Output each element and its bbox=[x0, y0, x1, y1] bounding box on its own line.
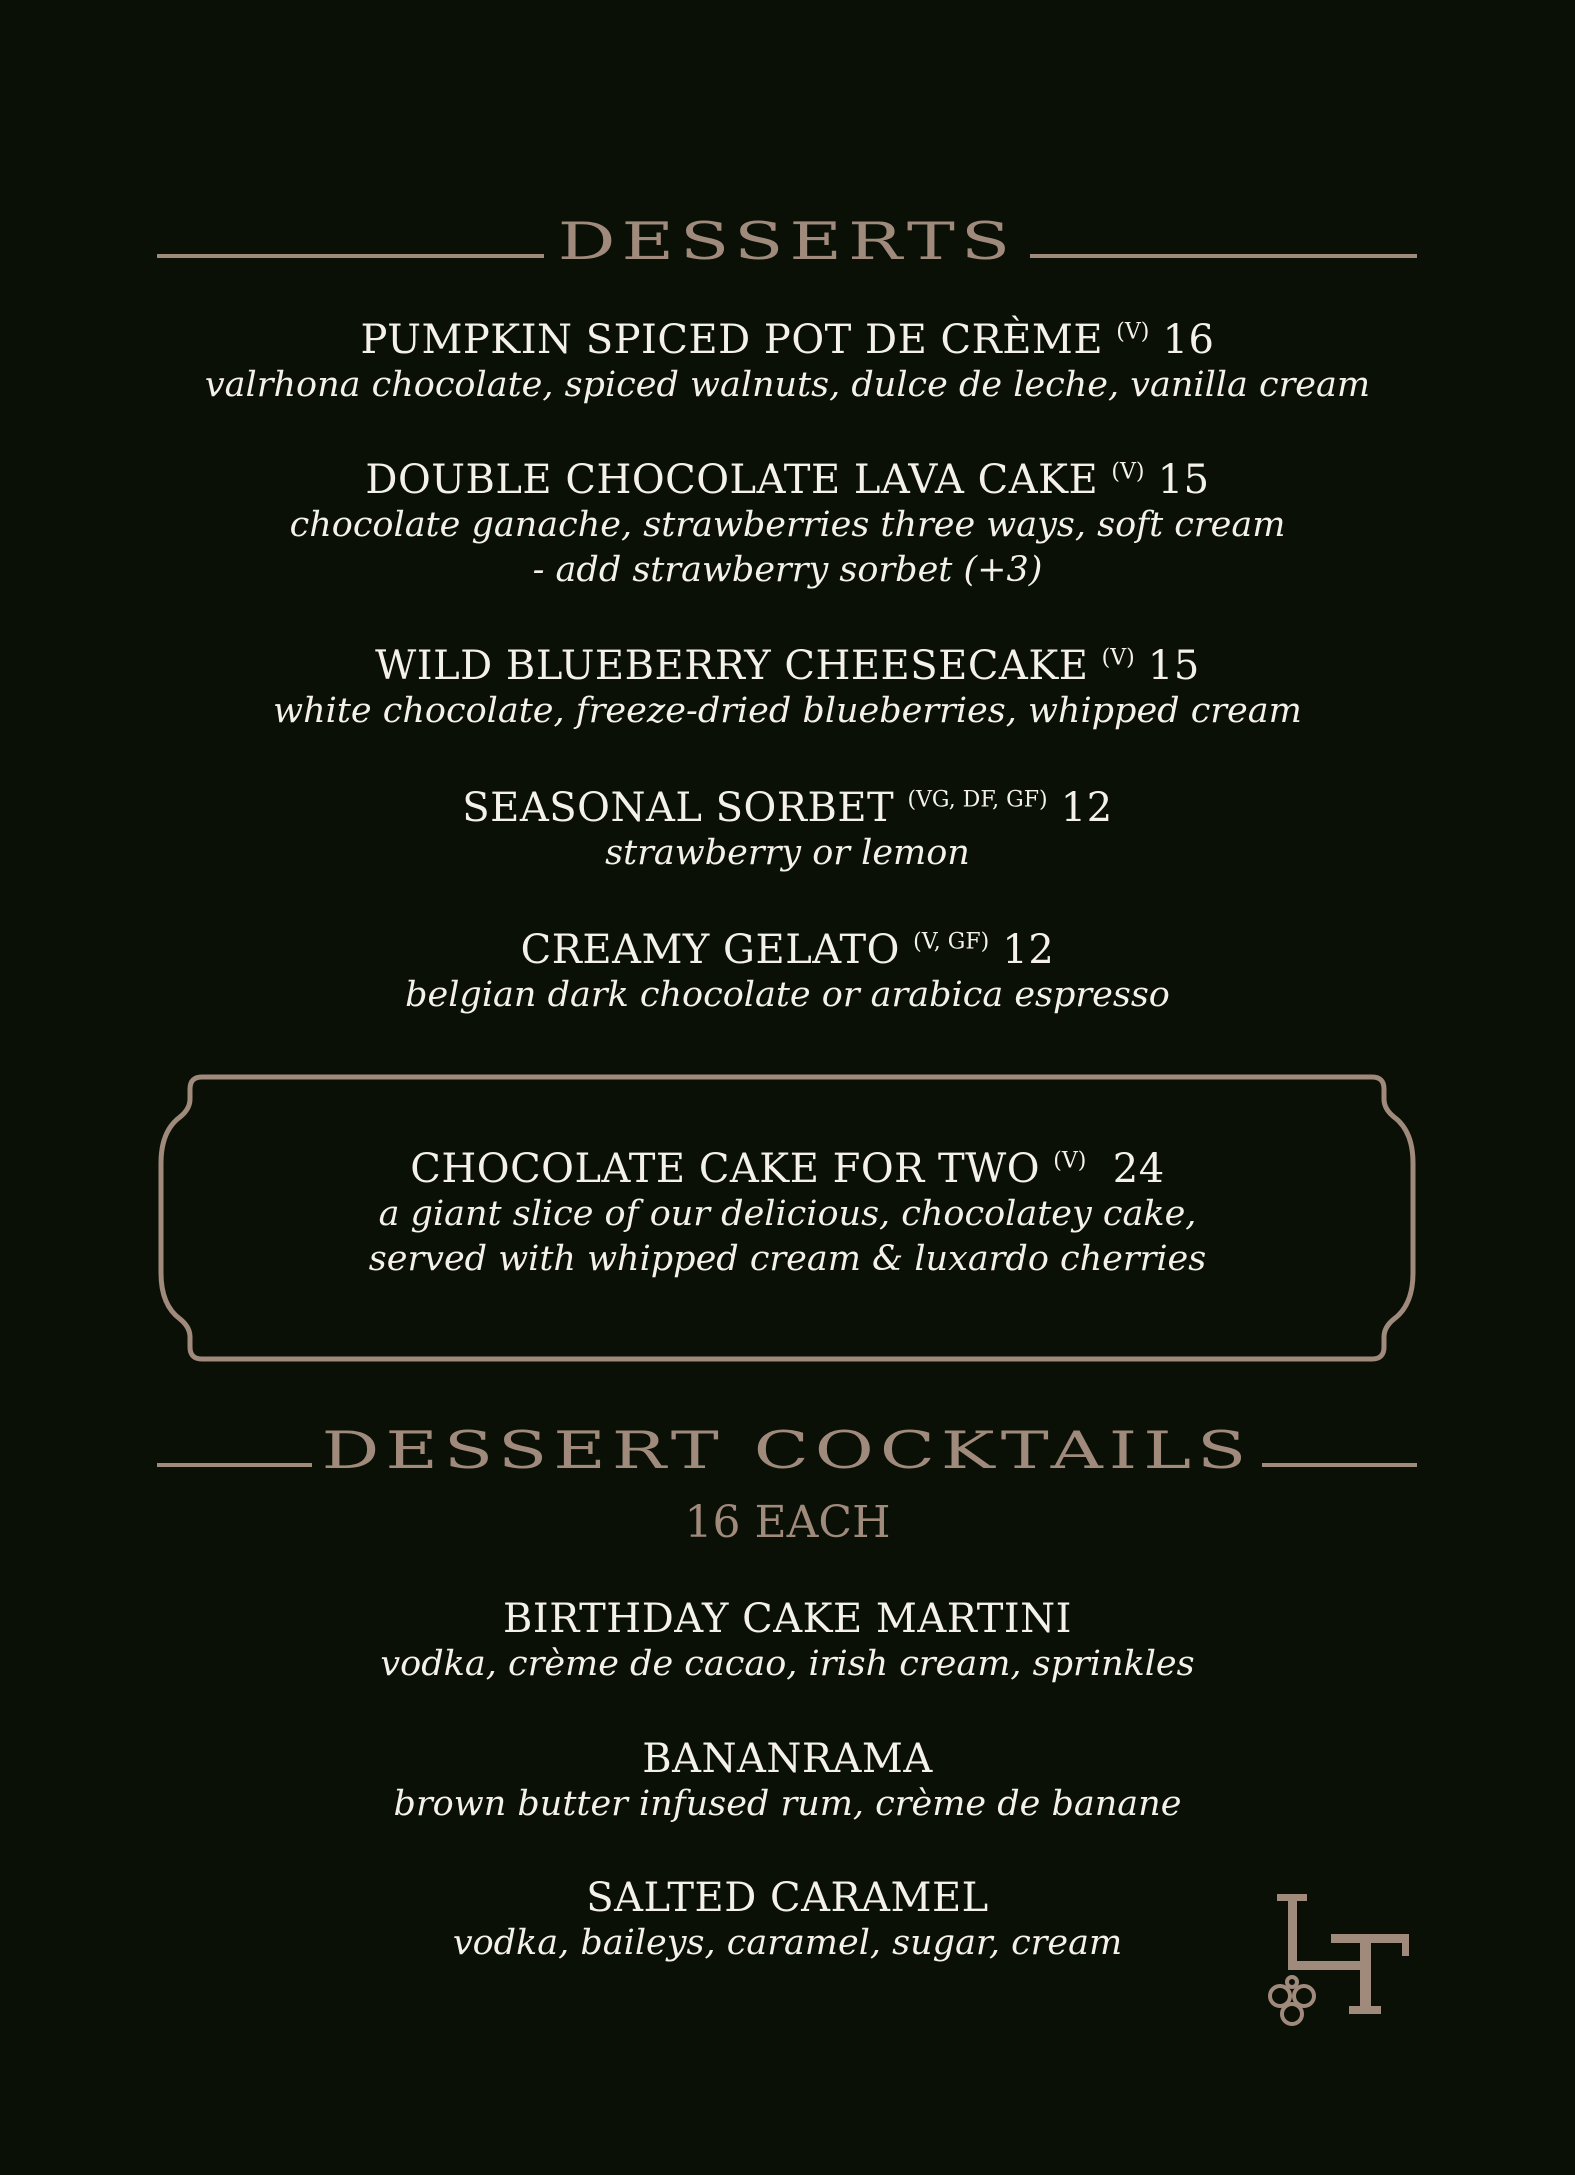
item-description: strawberry or lemon bbox=[605, 832, 970, 873]
item-price: 16 bbox=[1162, 317, 1215, 363]
item-name: PUMPKIN SPICED POT DE CRÈME bbox=[360, 317, 1104, 363]
item-price: 12 bbox=[1002, 927, 1055, 973]
dessert-list bbox=[0, 318, 1575, 1018]
menu-item bbox=[0, 458, 1575, 644]
item-name: SEASONAL SORBET bbox=[462, 785, 895, 831]
item-description: valrhona chocolate, spiced walnuts, dulce de leche, vanilla cream bbox=[204, 364, 1371, 405]
item-price: 24 bbox=[1112, 1146, 1165, 1192]
desserts-title: DESSERTS bbox=[544, 215, 1031, 267]
menu-item bbox=[0, 1737, 1575, 1876]
cocktail-price-note: 16 EACH bbox=[684, 1497, 891, 1548]
menu-item bbox=[0, 928, 1575, 1018]
item-price: 15 bbox=[1157, 457, 1210, 503]
dietary-tags: (V, GF) bbox=[913, 929, 990, 955]
item-description: chocolate ganache, strawberries three ways, soft cream bbox=[289, 504, 1286, 545]
item-description: a giant slice of our delicious, chocolatey cake, bbox=[378, 1193, 1197, 1234]
item-description: brown butter infused rum, crème de banane bbox=[393, 1783, 1182, 1824]
dietary-tags: (V) bbox=[1101, 645, 1135, 671]
item-price: 15 bbox=[1147, 643, 1200, 689]
item-name: BIRTHDAY CAKE MARTINI bbox=[503, 1596, 1072, 1642]
menu-item bbox=[0, 644, 1575, 786]
item-addon: - add strawberry sorbet (+3) bbox=[532, 549, 1043, 590]
cocktails-heading bbox=[157, 1404, 1417, 1481]
item-name: CHOCOLATE CAKE FOR TWO bbox=[410, 1146, 1041, 1192]
brand-logo bbox=[1255, 1890, 1415, 2030]
dietary-tags: (V) bbox=[1116, 319, 1150, 345]
dietary-tags: (VG, DF, GF) bbox=[907, 787, 1048, 813]
cocktails-title: DESSERT COCKTAILS bbox=[312, 1424, 1263, 1476]
item-name: CREAMY GELATO bbox=[520, 927, 900, 973]
menu-item bbox=[0, 1597, 1575, 1737]
item-name: WILD BLUEBERRY CHEESECAKE bbox=[375, 643, 1089, 689]
dietary-tags: (V) bbox=[1053, 1148, 1087, 1174]
item-description: served with whipped cream & luxardo cherries bbox=[368, 1238, 1207, 1279]
item-name: BANANRAMA bbox=[642, 1736, 933, 1782]
featured-item bbox=[0, 1147, 1575, 1281]
item-description: belgian dark chocolate or arabica espresso bbox=[405, 974, 1170, 1015]
item-price: 12 bbox=[1060, 785, 1113, 831]
menu-item bbox=[0, 318, 1575, 458]
item-description: white chocolate, freeze-dried blueberries, whipped cream bbox=[273, 690, 1302, 731]
item-name: SALTED CARAMEL bbox=[586, 1875, 989, 1921]
desserts-heading bbox=[157, 195, 1417, 272]
grape-cluster-icon bbox=[1270, 1977, 1314, 2024]
dietary-tags: (V) bbox=[1111, 459, 1145, 485]
item-name: DOUBLE CHOCOLATE LAVA CAKE bbox=[365, 457, 1099, 503]
item-description: vodka, crème de cacao, irish cream, sprinkles bbox=[380, 1643, 1195, 1684]
item-description: vodka, baileys, caramel, sugar, cream bbox=[452, 1922, 1123, 1963]
menu-item bbox=[0, 786, 1575, 928]
